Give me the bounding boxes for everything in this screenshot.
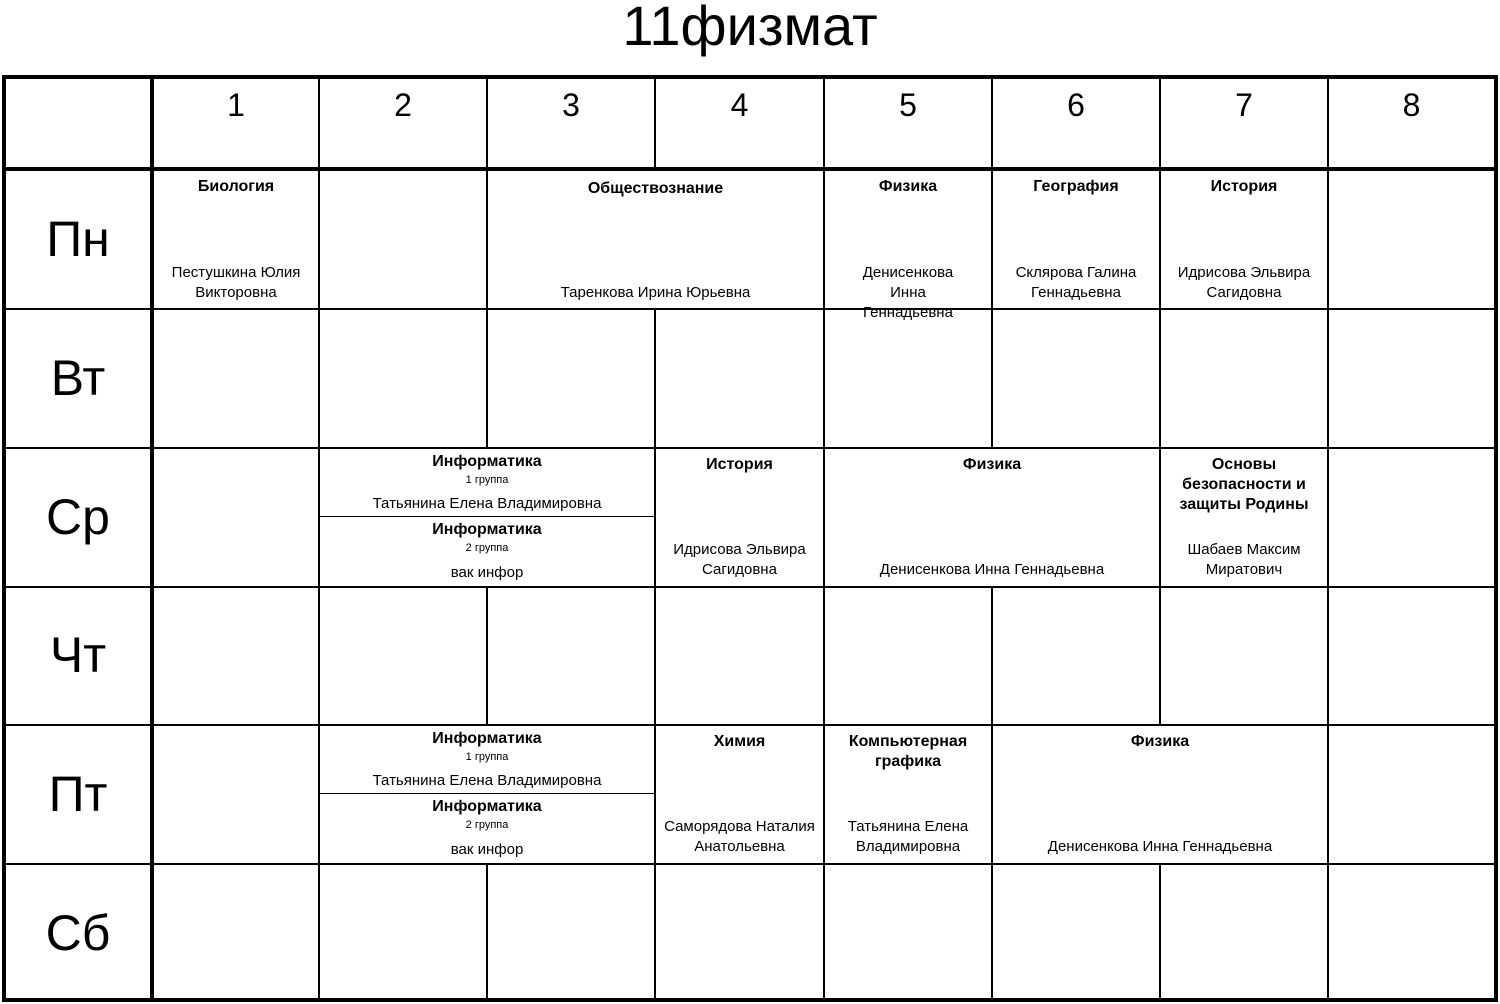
row-divider: [6, 863, 1494, 865]
column-divider: [1327, 310, 1329, 448]
lesson-cell: [993, 171, 1159, 308]
lesson-group: 1 группа: [465, 474, 509, 486]
lesson-cell: [825, 726, 991, 863]
lesson-teacher: Идрисова Эльвира Сагидовна: [673, 541, 806, 578]
lesson-teacher: Пестушкина Юлия Викторовна: [171, 264, 301, 301]
column-divider: [654, 588, 656, 725]
lesson-subject: Биология: [197, 178, 275, 195]
row-divider: [6, 308, 1494, 310]
column-divider: [1159, 588, 1161, 725]
column-divider: [318, 171, 320, 309]
schedule-table: [2, 75, 1498, 1002]
lesson-teacher: Денисенкова Инна Геннадьевна: [879, 561, 1105, 578]
lesson-teacher: Саморядова Наталия Анатольевна: [664, 818, 815, 855]
lesson-subject: Информатика: [432, 453, 542, 470]
column-divider: [823, 588, 825, 725]
day-label: Вт: [50, 350, 106, 406]
lesson-teacher: Склярова Галина Геннадьевна: [1015, 264, 1137, 301]
lesson-teacher: Татьянина Елена Владимировна: [372, 495, 602, 512]
lesson-cell: [656, 449, 823, 586]
column-divider: [1327, 449, 1329, 587]
column-divider: [991, 588, 993, 725]
period-number: 3: [562, 87, 580, 123]
row-divider: [6, 586, 1494, 588]
lesson-subject: Информатика: [432, 521, 542, 538]
column-divider: [1159, 310, 1161, 448]
column-divider: [1327, 588, 1329, 725]
lesson-teacher: Идрисова Эльвира Сагидовна: [1177, 264, 1311, 301]
period-number: 5: [899, 87, 917, 123]
day-label: Чт: [49, 627, 107, 683]
lesson-subject: Информатика: [432, 798, 542, 815]
lesson-teacher: Шабаев Максим Миратович: [1187, 541, 1301, 578]
lesson-cell: [154, 171, 318, 308]
period-number: 7: [1235, 87, 1253, 123]
column-divider: [654, 865, 656, 998]
lesson-group: 2 группа: [465, 542, 509, 554]
lesson-cell: [1161, 449, 1327, 586]
column-divider: [486, 588, 488, 725]
period-number: 8: [1402, 87, 1421, 123]
column-divider: [1327, 726, 1329, 864]
column-divider: [654, 310, 656, 448]
day-label: Ср: [46, 489, 110, 545]
lesson-teacher: вак инфор: [450, 564, 524, 581]
lesson-group: 1 группа: [465, 751, 509, 763]
lesson-teacher: Денисенкова Инна Геннадьевна: [1047, 838, 1273, 855]
lesson-teacher: Татьянина Елена Владимировна: [847, 818, 969, 855]
lesson-cell: [825, 171, 991, 321]
lesson-subject: История: [706, 456, 773, 473]
lesson-cell: [320, 517, 654, 586]
period-number: 4: [730, 87, 749, 123]
day-label: Пт: [48, 766, 108, 822]
day-label: Пн: [46, 211, 110, 267]
lesson-subject: Компьютерная графика: [848, 733, 968, 770]
lesson-subject: Обществознание: [587, 180, 724, 197]
lesson-cell: [1161, 171, 1327, 308]
column-divider: [1327, 171, 1329, 309]
lesson-cell: [488, 171, 823, 308]
period-number: 1: [227, 87, 245, 123]
column-divider: [318, 865, 320, 998]
column-divider: [318, 588, 320, 725]
lesson-subject: Информатика: [432, 730, 542, 747]
lesson-teacher: Татьянина Елена Владимировна: [372, 772, 602, 789]
period-number: 6: [1067, 87, 1085, 123]
column-divider: [1159, 865, 1161, 998]
column-divider: [823, 310, 825, 448]
period-number: 2: [394, 87, 412, 123]
lesson-subject: Физика: [962, 456, 1022, 473]
column-divider: [991, 310, 993, 448]
lesson-subject: История: [1210, 178, 1278, 195]
column-divider: [991, 865, 993, 998]
lesson-teacher: Денисенкова Инна Геннадьевна: [862, 264, 954, 321]
lesson-subject: Физика: [1130, 733, 1190, 750]
lesson-cell: [825, 449, 1159, 586]
lesson-cell: [656, 726, 823, 863]
column-divider: [318, 310, 320, 448]
page-title: 11физмат: [622, 0, 878, 57]
lesson-cell: [320, 449, 654, 517]
column-divider: [486, 865, 488, 998]
lesson-subject: Основы безопасности и защиты Родины: [1179, 456, 1309, 513]
lesson-subject: Химия: [713, 733, 766, 750]
lesson-teacher: Таренкова Ирина Юрьевна: [560, 284, 751, 301]
lesson-group: 2 группа: [465, 819, 509, 831]
lesson-cell: [320, 726, 654, 794]
lesson-cell: [993, 726, 1327, 863]
day-label: Сб: [45, 905, 111, 961]
column-divider: [823, 865, 825, 998]
lesson-subject: География: [1033, 178, 1119, 195]
lesson-teacher: вак инфор: [450, 841, 524, 858]
lesson-cell: [320, 794, 654, 863]
lesson-subject: Физика: [878, 178, 938, 195]
column-divider: [1327, 865, 1329, 998]
column-divider: [486, 310, 488, 448]
